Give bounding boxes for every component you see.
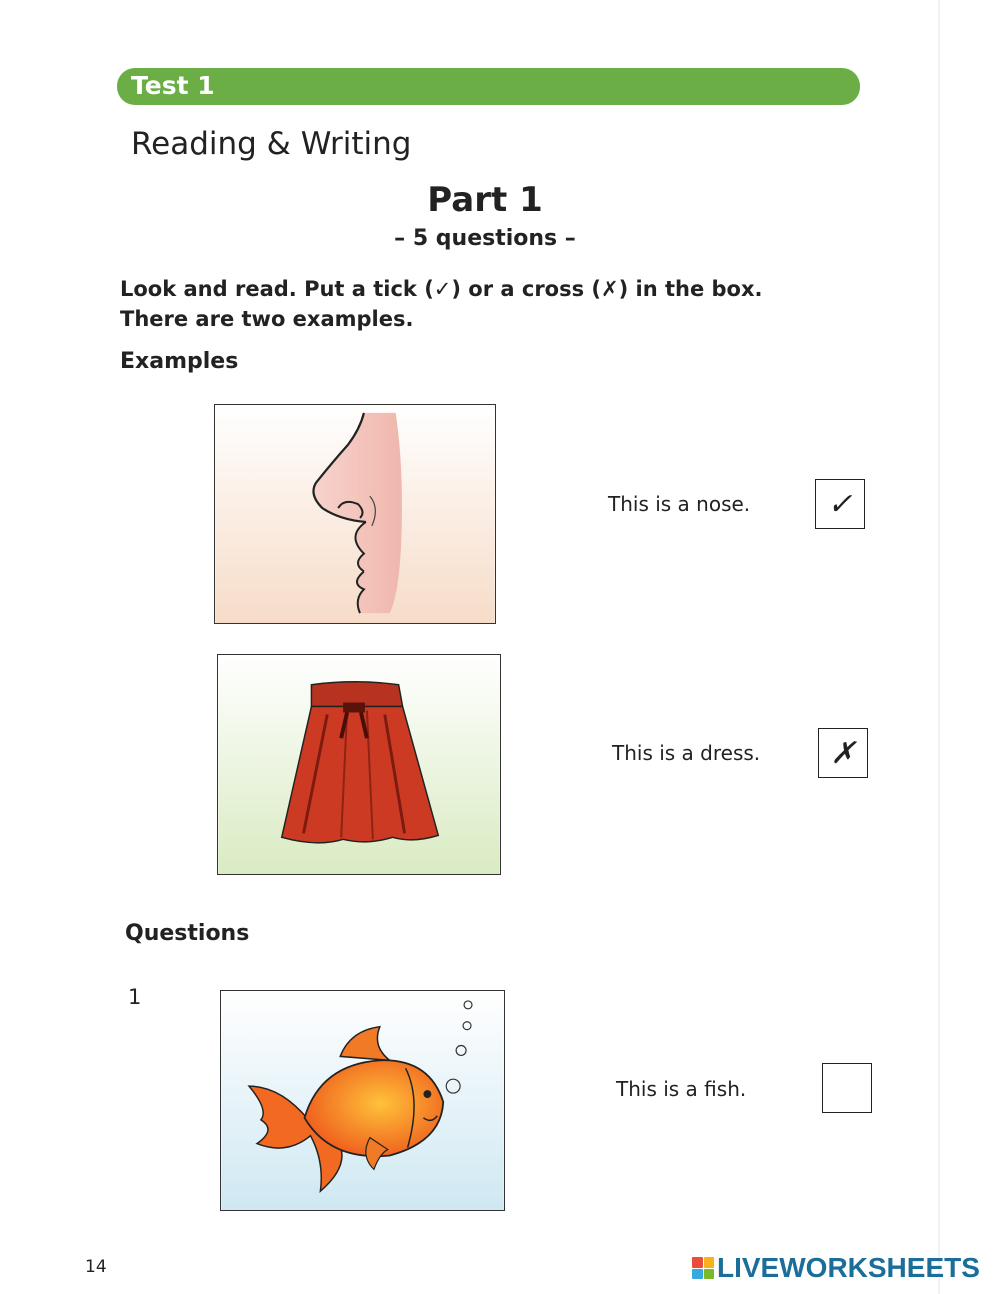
instruction-line-1: Look and read. Put a tick (✓) or a cross (✗) in the box. <box>120 277 763 301</box>
example-1-answer-box[interactable]: ✓ <box>815 479 865 529</box>
part-subtitle: – 5 questions – <box>394 226 576 251</box>
instruction-line-2: There are two examples. <box>120 307 414 331</box>
example-2-sentence: This is a dress. <box>612 741 761 765</box>
section-title: Reading & Writing <box>131 126 412 162</box>
test-label: Test 1 <box>131 71 215 100</box>
skirt-picture <box>217 654 501 875</box>
liveworksheets-logo[interactable] <box>692 1253 980 1283</box>
fish-picture <box>220 990 505 1211</box>
instructions <box>120 274 763 334</box>
page-number: 14 <box>85 1257 107 1277</box>
skirt-illustration <box>218 655 500 874</box>
example-2-answer-box[interactable]: ✗ <box>818 728 868 778</box>
example-1-sentence: This is a nose. <box>608 492 751 516</box>
fish-illustration <box>221 991 504 1210</box>
question-1-answer-box[interactable] <box>822 1063 872 1113</box>
question-1-number: 1 <box>128 985 142 1009</box>
part-title: Part 1 <box>427 180 543 220</box>
liveworksheets-logo-text: LIVEWORKSHEETS <box>717 1252 980 1283</box>
question-1-sentence: This is a fish. <box>616 1077 747 1101</box>
examples-heading: Examples <box>120 349 239 374</box>
questions-heading: Questions <box>125 921 250 946</box>
liveworksheets-logo-icon <box>692 1257 714 1279</box>
nose-picture <box>214 404 496 624</box>
test-header-bar <box>117 68 860 105</box>
nose-illustration <box>215 405 495 623</box>
